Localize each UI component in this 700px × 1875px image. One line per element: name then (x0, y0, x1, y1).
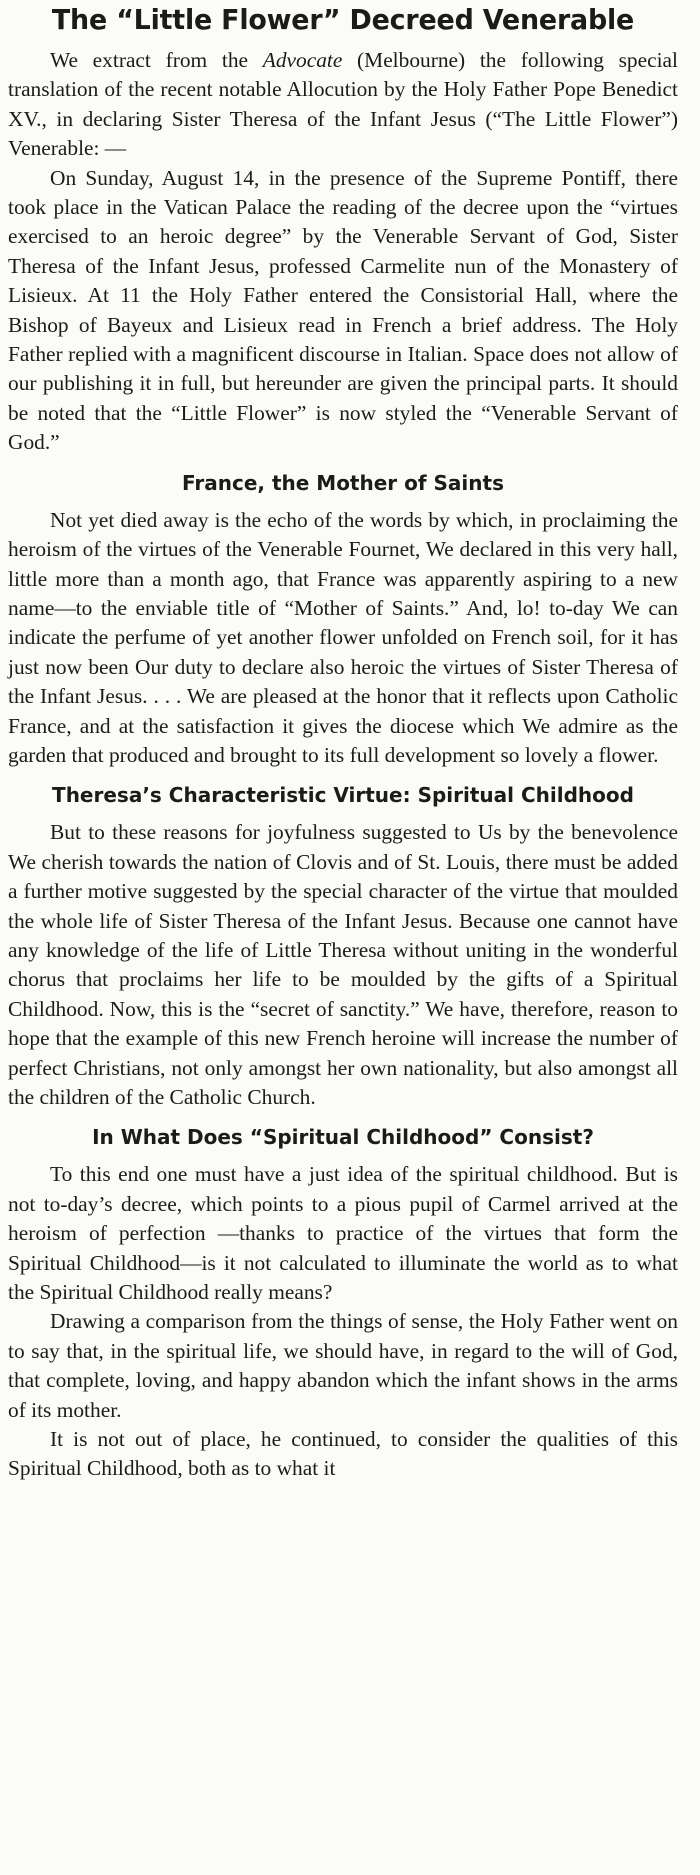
section-mother-of-saints (8, 458, 678, 771)
intro-text-after: (Melbourne) the following special translation of the recent notable Allocution by the Holy Father Pope Benedict XV., in declaring Sister Theresa of the Infant Jesus (“The Little Flower”) Venerable: — (8, 48, 678, 161)
section-heading: France, the Mother of Saints (182, 470, 504, 495)
publication-name: Advocate (262, 48, 343, 72)
section-what-does-it-consist (8, 1112, 678, 1483)
section-heading: In What Does “Spiritual Childhood” Consist? (92, 1125, 594, 1150)
report-paragraph: On Sunday, August 14, in the presence of the Supreme Pontiff, there took place in the Vatican Palace the reading of the decree upon the “virtues exercised to an heroic degree” by the Venerable Servant of God, Sister Theresa of the Infant Jesus, professed Carmelite nun of the Monastery of Lisieux. At 11 the Holy Father entered the Consistorial Hall, where the Bishop of Bayeux and Lisieux read in French a brief address. The Holy Father replied with a magnificent discourse in Italian. Space does not allow of our publishing it in full, but hereunder are given the principal parts. It should be noted that the “Little Flower” is now styled the “Venerable Servant of God.” (8, 165, 678, 455)
intro-text-before: We extract from the (50, 48, 263, 72)
section-paragraph: Drawing a comparison from the things of sense, the Holy Father went on to say that, in the spiritual life, we should have, in regard to the will of God, that complete, loving, and happy abandon which the infant shows in the arms of its mother. (8, 1309, 678, 1422)
section-paragraph: It is not out of place, he continued, to consider the qualities of this Spiritual Childhood, both as to what it (8, 1427, 678, 1481)
section-paragraph: But to these reasons for joyfulness suggested to Us by the benevolence We cherish towards the nation of Clovis and of St. Louis, there must be added a further motive suggested by the special character of the virtue that moulded the whole life of Sister Theresa of the Infant Jesus. Because one cannot have any knowledge of the life of Little Theresa without uniting in the wonderful chorus that proclaims her life to be moulded by the gifts of a Spiritual Childhood. Now, this is the “secret of sanctity.” We have, therefore, reason to hope that the example of this new French heroine will increase the number of perfect Christians, not only amongst her own nationality, but also amongst all the children of the Catholic Church. (8, 820, 678, 1109)
section-paragraph: To this end one must have a just idea of the spiritual childhood. But is not to-day’s decree, which points to a pious pupil of Carmel arrived at the heroism of perfection —thanks to practice of the virtues that form the Spiritual Childhood—is it not calculated to illuminate the world as to what the Spiritual Childhood really means? (8, 1162, 678, 1305)
section-heading: Theresa’s Characteristic Virtue: Spiritual Childhood (52, 783, 634, 808)
article-title: The “Little Flower” Decreed Venerable (51, 3, 635, 36)
section-spiritual-childhood (8, 770, 678, 1112)
intro-paragraph (8, 46, 678, 164)
section-paragraph: Not yet died away is the echo of the words by which, in proclaiming the heroism of the virtues of the Venerable Fournet, We declared in this very hall, little more than a month ago, that France was apparently aspiring to a new name—to the enviable title of “Mother of Saints.” And, lo! to-day We can indicate the perfume of yet another flower unfolded on French soil, for it has just now been Our duty to declare also heroic the virtues of Sister Theresa of the Infant Jesus. . . . We are pleased at the honor that it reflects upon Catholic France, and at the satisfaction it gives the diocese which We admire as the garden that produced and brought to its full development so lovely a flower. (8, 507, 678, 767)
